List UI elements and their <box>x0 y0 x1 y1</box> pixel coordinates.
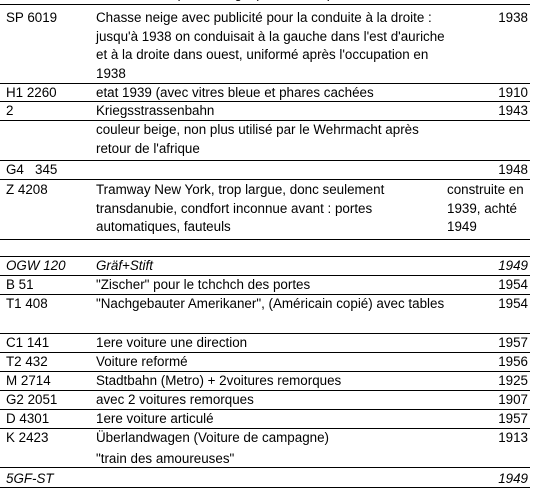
table-row <box>0 468 530 488</box>
row-id: G2 2051 <box>6 392 58 407</box>
table-row <box>0 180 530 240</box>
row-description: Tramway New York, trop largue, donc seulement transdanubie, condfort inconnue avant : portes automatiques, fauteuls <box>96 182 385 234</box>
row-id: T1 408 <box>6 296 48 311</box>
table-row <box>0 240 530 257</box>
row-description: etat 1939 (avec vitres bleue et phares cachées <box>96 85 374 100</box>
row-description: 1ere voiture une direction <box>96 335 248 350</box>
row-description: Kriegsstrassenbahn <box>96 103 215 118</box>
row-year: 1949 <box>498 258 528 273</box>
row-description: Stadtbahn (Metro) + 2voitures remorques <box>96 373 342 388</box>
row-year: 1948 <box>498 162 528 177</box>
row-description <box>96 0 446 4</box>
table-row <box>0 121 530 161</box>
row-year: 1910 <box>498 85 528 100</box>
table-row <box>0 391 530 410</box>
table-row <box>0 276 530 295</box>
table-row <box>0 102 530 121</box>
row-description: avec 2 voitures remorques <box>96 392 254 407</box>
row-description: 1ere voiture articulé <box>96 411 214 426</box>
row-year: 1957 <box>498 335 528 350</box>
table-row <box>0 410 530 429</box>
table-row <box>0 334 530 353</box>
row-id: 2 <box>6 103 14 118</box>
row-id: H1 2260 <box>6 85 57 100</box>
row-id: D 4301 <box>6 411 50 426</box>
row-description: Chasse neige avec publicité pour la conduite à la droite : jusqu'à 1938 on conduisait à la gauche dans l'est d'auriche et à la droite dans ouest, uniformé après l'occupation en 1938 <box>96 10 445 81</box>
row-id: OGW 120 <box>6 258 66 273</box>
row-year: 1913 <box>498 430 528 445</box>
row-year: 1957 <box>498 411 528 426</box>
row-id: K 2423 <box>6 430 49 445</box>
table-row <box>0 429 530 447</box>
table-row <box>0 372 530 391</box>
row-id: 5GF-ST <box>6 471 54 486</box>
row-description: couleur beige, non plus utilisé par le Wehrmacht après retour de l'afrique <box>96 122 419 156</box>
row-id: C1 141 <box>6 335 50 350</box>
row-description: "train des amoureuses" <box>96 451 235 466</box>
table-row <box>0 84 530 102</box>
row-id: SP 6019 <box>6 10 58 25</box>
row-year: 1925 <box>498 373 528 388</box>
row-id: M 2714 <box>6 373 51 388</box>
row-year: 1954 <box>498 277 528 292</box>
row-year: 1943 <box>498 103 528 118</box>
row-description: Überlandwagen (Voiture de campagne) <box>96 430 329 445</box>
row-description: Voiture reformé <box>96 354 188 369</box>
table-row <box>0 295 530 334</box>
row-id: B 51 <box>6 277 34 292</box>
row-description: "Zischer" pour le tchchch des portes <box>96 277 311 292</box>
table-row <box>0 353 530 372</box>
row-id: G4 345 <box>6 162 58 177</box>
row-year: 1907 <box>498 392 528 407</box>
row-year: 1938 <box>498 10 528 25</box>
row-year: 1954 <box>498 296 528 311</box>
table-row <box>0 447 530 468</box>
table-row <box>0 161 530 180</box>
row-year <box>498 0 528 4</box>
row-year: construite en 1939, achté 1949 <box>447 182 524 234</box>
row-year: 1956 <box>498 354 528 369</box>
row-description: Gräf+Stift <box>96 258 153 273</box>
table-row <box>0 257 530 276</box>
row-id: T2 432 <box>6 354 48 369</box>
table-row <box>0 5 530 84</box>
row-year: 1949 <box>498 471 528 486</box>
row-id: Z 4208 <box>6 182 48 197</box>
row-description: "Nachgebauter Amerikaner", (Américain copié) avec tables <box>96 296 445 311</box>
